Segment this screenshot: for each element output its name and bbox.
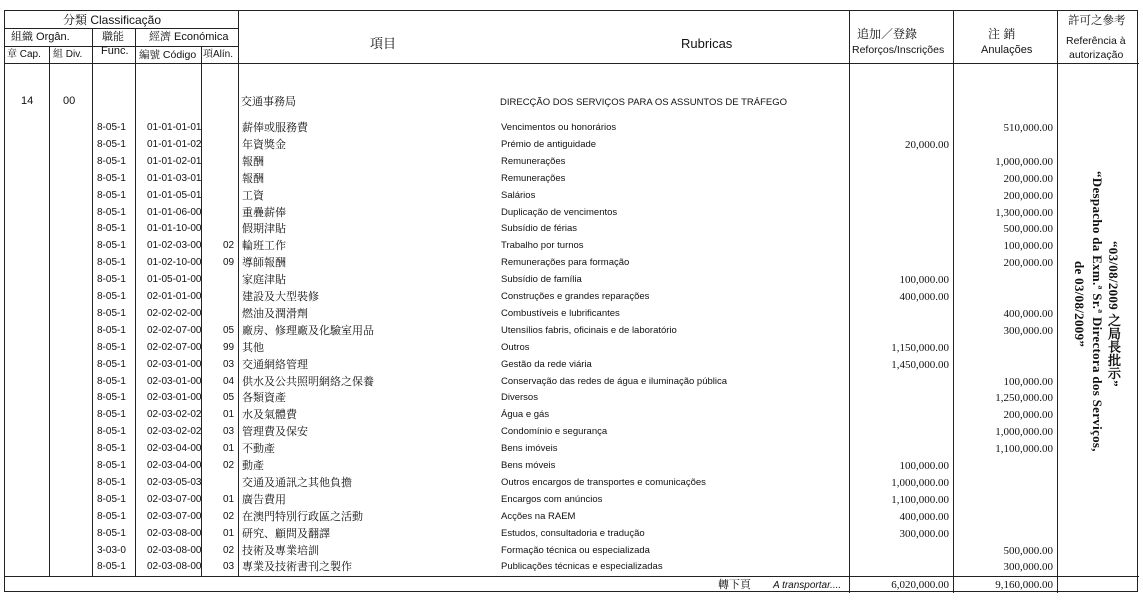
header-codigo: 編號 Código [139,49,197,61]
row-item-zh: 技術及專業培訓 [242,544,319,557]
row-anulacoes: 500,000.00 [1003,544,1053,557]
row-alin: 02 [223,510,235,522]
section-name-zh: 交通事務局 [241,96,296,108]
row-item-zh: 報酬 [242,155,264,168]
row-reforcos: 1,100,000.00 [891,493,949,506]
table-row [5,340,1139,357]
row-anulacoes: 300,000.00 [1003,324,1053,337]
header-item-zh: 項目 [370,36,397,51]
row-item-zh: 工資 [242,189,264,202]
row-rubrica: Condomínio e segurança [501,426,608,438]
table-row [5,323,1139,340]
row-code: 01-01-03-01 [147,172,202,184]
row-func: 8-05-1 [97,341,126,353]
row-code: 02-03-07-00 [147,493,202,505]
row-item-zh: 動產 [242,460,264,472]
row-rubrica: Remunerações [501,155,566,167]
row-anulacoes: 1,000,000.00 [995,426,1053,439]
row-reforcos: 100,000.00 [899,274,949,287]
row-func: 8-05-1 [97,426,126,438]
row-rubrica: Outros encargos de transportes e comunicações [501,476,706,488]
header-func-zh: 職能 [102,31,124,43]
row-code: 01-02-10-00 [147,257,202,269]
row-rubrica: Acções na RAEM [501,510,576,522]
row-item-zh: 其他 [242,341,264,354]
row-alin: 01 [223,409,235,421]
row-code: 02-03-08-00 [147,544,202,556]
row-func: 3-03-0 [97,544,126,556]
table-row [5,374,1139,391]
authorization-line-1: “03/08/2009 之局長批示” [1106,241,1121,387]
table-row [5,441,1139,458]
row-func: 8-05-1 [97,155,126,167]
table-row [5,120,1139,137]
row-code: 01-01-05-01 [147,189,202,201]
table-row [5,458,1139,475]
header-cap: 章 Cap. [7,49,41,60]
row-item-zh: 在澳門特別行政區之活動 [242,510,363,523]
row-alin: 01 [223,527,235,539]
row-rubrica: Formação técnica ou especializada [501,544,650,556]
row-rubrica: Outros [501,341,530,353]
row-code: 02-01-01-00 [147,291,202,302]
row-code: 01-01-02-01 [147,155,202,167]
row-rubrica: Conservação das redes de água e iluminação pública [501,375,728,387]
row-alin: 04 [223,375,235,387]
row-func: 8-05-1 [97,324,126,336]
row-alin: 05 [223,324,235,336]
row-anulacoes: 200,000.00 [1003,257,1053,270]
header-organ: 組織 Orgân. [11,31,70,43]
footer-total-anulacoes: 9,160,000.00 [995,579,1053,591]
row-alin: 02 [223,240,235,252]
row-reforcos: 300,000.00 [899,527,949,540]
section-div: 00 [63,95,76,107]
row-item-zh: 假期津貼 [242,223,286,236]
row-func: 8-05-1 [97,223,126,235]
table-row [5,188,1139,205]
row-func: 8-05-1 [97,392,126,404]
row-func: 8-05-1 [97,409,126,421]
row-func: 8-05-1 [97,561,126,573]
row-anulacoes: 400,000.00 [1003,307,1053,320]
table-row [5,238,1139,255]
row-rubrica: Estudos, consultadoria e tradução [501,527,645,539]
row-code: 02-03-08-00 [147,527,202,539]
row-anulacoes: 200,000.00 [1003,172,1053,185]
divider [5,28,238,29]
row-code: 02-03-01-00 [147,358,202,370]
row-func: 8-05-1 [97,257,126,269]
row-reforcos: 100,000.00 [899,460,949,472]
row-rubrica: Publicações técnicas e especializadas [501,561,663,573]
row-reforcos: 1,000,000.00 [891,476,949,489]
row-rubrica: Utensílios fabris, oficinais e de laboratório [501,324,677,336]
row-func: 8-05-1 [97,476,126,488]
budget-table [4,10,1138,592]
row-rubrica: Salários [501,189,536,201]
table-row [5,543,1139,560]
row-alin: 99 [223,341,235,353]
table-row [5,526,1139,543]
row-anulacoes: 200,000.00 [1003,409,1053,422]
header-divider [5,63,1139,64]
row-func: 8-05-1 [97,307,126,319]
row-func: 8-05-1 [97,358,126,370]
row-func: 8-05-1 [97,291,126,302]
row-code: 02-03-08-00 [147,561,202,573]
table-row [5,272,1139,289]
row-rubrica: Prémio de antiguidade [501,138,597,150]
row-item-zh: 水及氣體費 [242,409,297,422]
header-func: Func. [101,45,129,57]
row-anulacoes: 300,000.00 [1003,561,1053,574]
row-item-zh: 廣告費用 [242,493,286,506]
row-item-zh: 家庭津貼 [242,274,286,287]
row-func: 8-05-1 [97,460,126,471]
row-rubrica: Duplicação de vencimentos [501,206,618,218]
row-func: 8-05-1 [97,510,126,522]
authorization-line-2: “Despacho da Exm.ª Sr.ª Directora dos Serviços, [1090,171,1105,452]
row-code: 02-02-07-00 [147,324,202,336]
row-reforcos: 400,000.00 [899,291,949,303]
row-rubrica: Vencimentos ou honorários [501,122,617,133]
authorization-line-3: de 03/08/2009” [1072,261,1087,348]
table-row [5,137,1139,154]
row-alin: 03 [223,358,235,370]
row-item-zh: 交通網絡管理 [242,358,308,371]
row-rubrica: Diversos [501,392,538,404]
table-row [5,171,1139,188]
row-func: 8-05-1 [97,206,126,218]
footer-label-pt: A transportar.... [773,580,842,591]
table-row [5,221,1139,238]
row-rubrica: Bens imóveis [501,443,558,455]
authorization-reference [1057,171,1129,491]
row-item-zh: 研究、顧問及翻譯 [242,527,330,540]
row-func: 8-05-1 [97,443,126,455]
row-reforcos: 400,000.00 [899,510,949,523]
row-rubrica: Subsídio de férias [501,223,578,235]
table-row [5,407,1139,424]
row-code: 02-03-02-02 [147,409,202,421]
footer-total-reforcos: 6,020,000.00 [891,579,949,591]
table-row [5,289,1139,306]
header-anulacoes: Anulações [981,44,1033,56]
row-code: 02-03-02-02 [147,426,202,438]
header-reforcos-zh: 追加／登錄 [857,27,918,41]
row-func: 8-05-1 [97,375,126,387]
header-reforcos: Reforços/Inscrições [852,44,945,56]
row-alin: 01 [223,443,235,455]
row-alin: 02 [223,460,235,471]
header-economica: 經濟 Económica [149,31,229,43]
table-row [5,475,1139,492]
row-code: 01-01-01-01 [147,122,202,133]
header-div: 組 Div. [53,49,83,60]
row-item-zh: 燃油及潤滑劑 [242,307,308,320]
row-anulacoes: 1,000,000.00 [995,155,1053,168]
row-item-zh: 薪俸或服務費 [242,122,308,134]
row-func: 8-05-1 [97,274,126,286]
row-anulacoes: 500,000.00 [1003,223,1053,236]
row-alin: 05 [223,392,235,404]
row-item-zh: 廠房、修理廠及化驗室用品 [242,324,374,337]
table-row [5,559,1139,576]
row-item-zh: 輪班工作 [242,240,286,253]
header-anulacoes-zh: 注 銷 [988,27,1016,41]
row-item-zh: 導師報酬 [242,257,286,270]
table-row [5,154,1139,171]
footer-label-zh: 轉下頁 [718,579,751,591]
header-classificacao: 分類 Classificação [63,13,162,27]
table-row [5,509,1139,526]
row-item-zh: 建設及大型裝修 [242,291,319,303]
row-item-zh: 各類資產 [242,392,286,405]
row-item-zh: 專業及技術書刊之製作 [242,561,352,574]
section-cap: 14 [21,95,34,107]
row-anulacoes: 510,000.00 [1003,122,1053,134]
row-item-zh: 交通及通訊之其他負擔 [242,476,352,489]
row-code: 01-02-03-00 [147,240,202,252]
row-reforcos: 20,000.00 [905,138,949,151]
row-alin: 09 [223,257,235,269]
row-code: 02-03-01-00 [147,375,202,387]
row-anulacoes: 100,000.00 [1003,240,1053,253]
row-rubrica: Combustíveis e lubrificantes [501,307,620,319]
row-rubrica: Encargos com anúncios [501,493,603,505]
row-item-zh: 報酬 [242,172,264,185]
row-func: 8-05-1 [97,122,126,133]
row-func: 8-05-1 [97,493,126,505]
row-rubrica: Remunerações [501,172,566,184]
row-anulacoes: 1,250,000.00 [995,392,1053,405]
row-code: 01-01-01-02 [147,138,202,150]
row-code: 02-02-07-00 [147,341,202,353]
row-alin: 03 [223,426,235,438]
row-anulacoes: 1,300,000.00 [995,206,1053,219]
table-row [5,424,1139,441]
header-ref-zh: 許可之參考 [1068,15,1126,27]
row-alin: 02 [223,544,235,556]
row-alin: 03 [223,561,235,573]
row-code: 02-03-05-03 [147,476,202,488]
row-func: 8-05-1 [97,527,126,539]
table-row [5,306,1139,323]
row-rubrica: Construções e grandes reparações [501,291,650,302]
row-rubrica: Água e gás [501,409,550,421]
row-rubrica: Bens móveis [501,460,556,471]
table-row [5,255,1139,272]
header-ref-2: autorização [1069,49,1124,61]
row-func: 8-05-1 [97,189,126,201]
row-anulacoes: 1,100,000.00 [995,443,1053,456]
row-anulacoes: 100,000.00 [1003,375,1053,388]
row-code: 02-03-04-00 [147,443,202,455]
section-name-pt: DIRECÇÃO DOS SERVIÇOS PARA OS ASSUNTOS DE TRÁFEGO [500,97,788,108]
row-func: 8-05-1 [97,240,126,252]
row-item-zh: 供水及公共照明網絡之保養 [242,375,374,388]
row-code: 02-03-04-00 [147,460,202,471]
row-reforcos: 1,450,000.00 [891,358,949,371]
row-rubrica: Remunerações para formação [501,257,630,269]
row-anulacoes: 200,000.00 [1003,189,1053,202]
table-row [5,357,1139,374]
row-func: 8-05-1 [97,172,126,184]
row-reforcos: 1,150,000.00 [891,341,949,354]
row-code: 02-03-07-00 [147,510,202,522]
row-func: 8-05-1 [97,138,126,150]
row-rubrica: Gestão da rede viária [501,358,592,370]
row-code: 02-03-01-00 [147,392,202,404]
header-ref-1: Referência à [1066,35,1126,47]
row-rubrica: Trabalho por turnos [501,240,584,252]
header-rubricas: Rubricas [681,36,733,51]
row-item-zh: 年資獎金 [242,138,286,151]
table-row [5,205,1139,222]
row-item-zh: 管理費及保安 [242,426,308,439]
row-code: 01-01-10-00 [147,223,202,235]
header-alin: 項Alín. [203,49,234,60]
row-code: 02-02-02-00 [147,307,202,319]
row-rubrica: Subsídio de família [501,274,582,286]
table-row [5,390,1139,407]
row-item-zh: 重疊薪俸 [242,206,286,219]
row-code: 01-05-01-00 [147,274,202,286]
row-item-zh: 不動產 [242,443,275,456]
row-code: 01-01-06-00 [147,206,202,218]
row-alin: 01 [223,493,235,505]
table-row [5,492,1139,509]
